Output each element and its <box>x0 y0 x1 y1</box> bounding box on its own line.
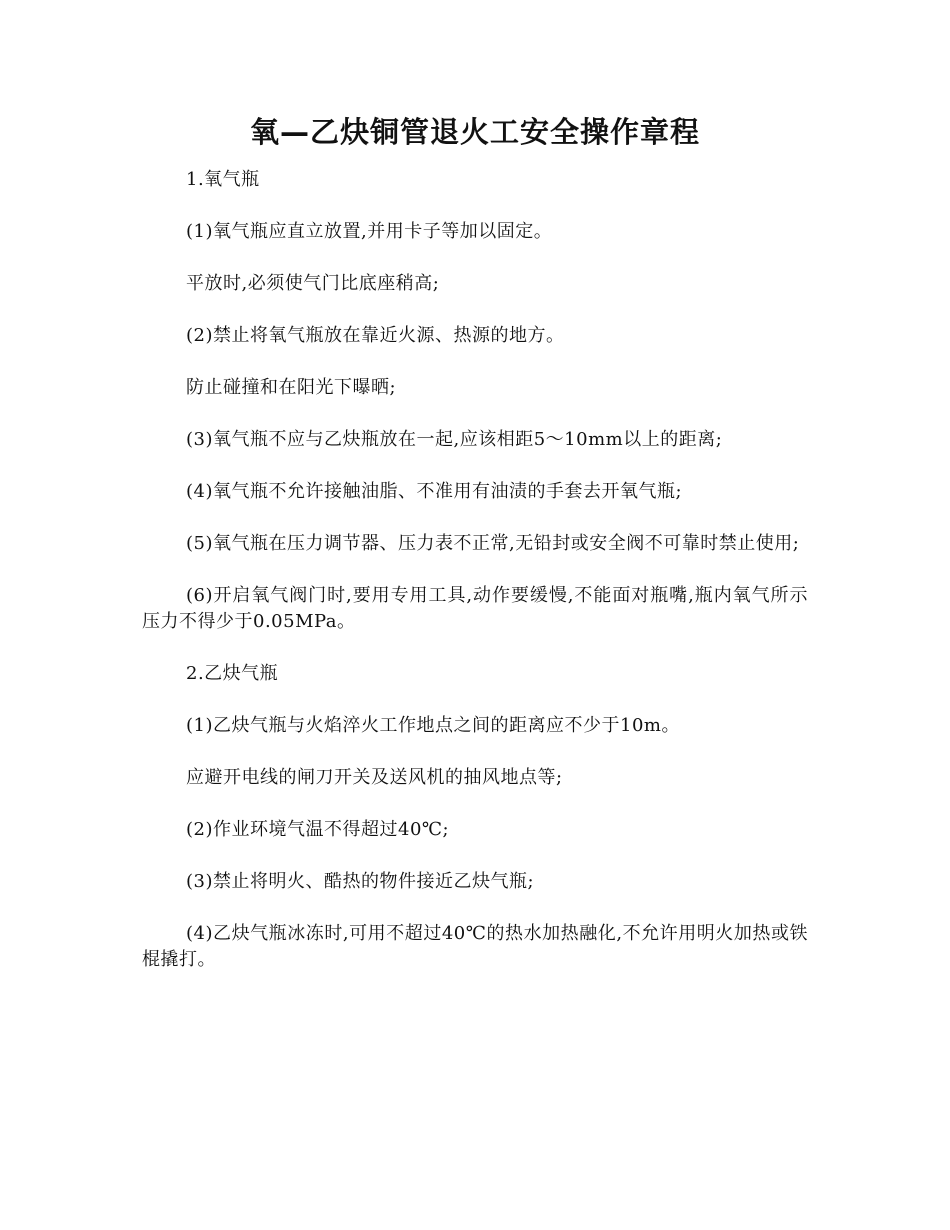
paragraph: (4)氧气瓶不允许接触油脂、不准用有油渍的手套去开氧气瓶; <box>186 481 683 502</box>
paragraph: (2)作业环境气温不得超过40℃; <box>186 819 450 840</box>
paragraph: 应避开电线的闸刀开关及送风机的抽风地点等; <box>186 767 563 788</box>
document-title: 氧—乙炔铜管退火工安全操作章程 <box>249 115 700 149</box>
paragraph: (4)乙炔气瓶冰冻时,可用不超过40℃的热水加热融化,不允许用明火加热或铁棍撬打。 <box>142 923 808 970</box>
paragraph: (5)氧气瓶在压力调节器、压力表不正常,无铅封或安全阀不可靠时禁止使用; <box>186 533 800 554</box>
section-heading-oxygen: 1.氧气瓶 <box>186 169 260 190</box>
paragraph: (3)禁止将明火、酷热的物件接近乙炔气瓶; <box>186 871 535 892</box>
document-body <box>142 167 808 999</box>
paragraph: (1)乙炔气瓶与火焰淬火工作地点之间的距离应不少于10m。 <box>186 715 680 736</box>
paragraph: 平放时,必须使气门比底座稍高; <box>186 273 440 294</box>
paragraph: (6)开启氧气阀门时,要用专用工具,动作要缓慢,不能面对瓶嘴,瓶内氧气所示压力不得少于0.05MPa。 <box>142 585 808 632</box>
paragraph: (1)氧气瓶应直立放置,并用卡子等加以固定。 <box>186 221 553 242</box>
paragraph: (2)禁止将氧气瓶放在靠近火源、热源的地方。 <box>186 325 565 346</box>
section-heading-acetylene: 2.乙炔气瓶 <box>186 663 279 684</box>
paragraph: 防止碰撞和在阳光下曝晒; <box>186 377 397 398</box>
paragraph: (3)氧气瓶不应与乙炔瓶放在一起,应该相距5～10mm以上的距离; <box>186 429 723 450</box>
